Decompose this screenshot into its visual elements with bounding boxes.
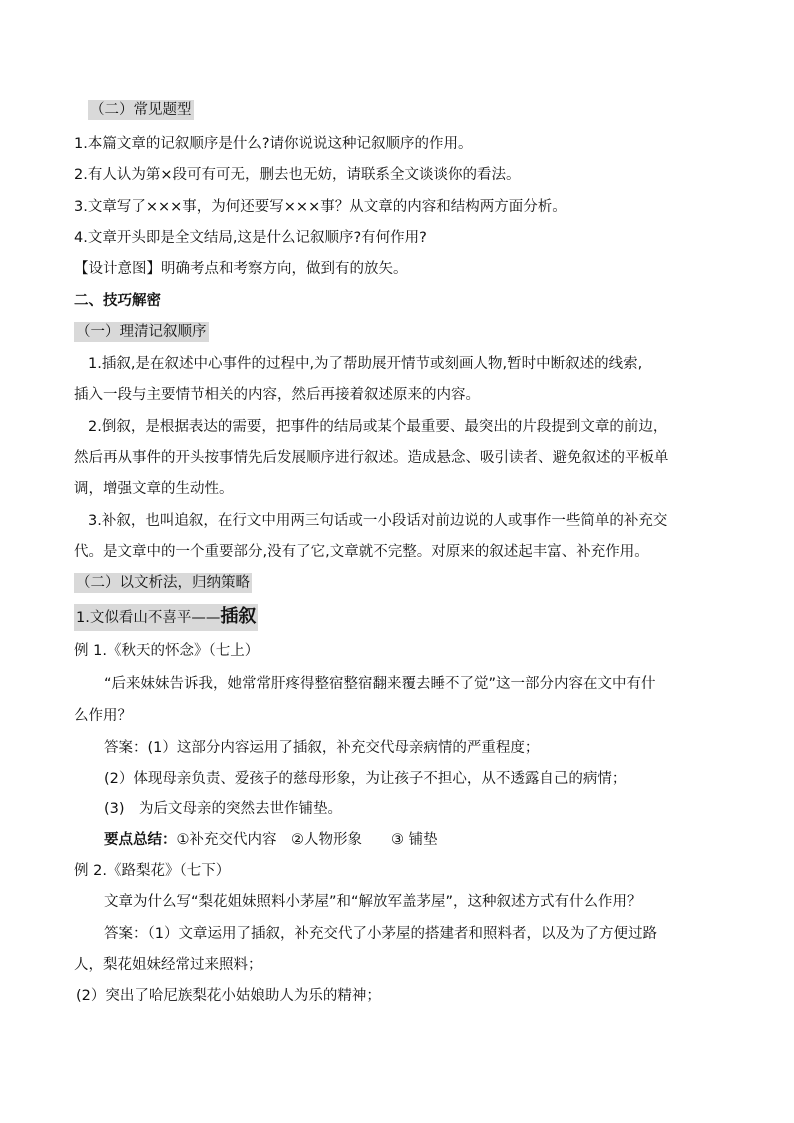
flashback-insert-line2: 插入一段与主要情节相关的内容，然后再接着叙述原来的内容。 bbox=[74, 387, 480, 403]
question-1: 1.本篇文章的记叙顺序是什么?请你说说这种记叙顺序的作用。 bbox=[74, 136, 473, 152]
example-2-title: 例 2.《路梨花》（七下） bbox=[74, 863, 231, 879]
supplementary-line1: 3.补叙，也叫追叙，在行文中用两三句话或一小段话对前边说的人或事作一些简单的补充交 bbox=[88, 513, 668, 529]
section-heading-shaded: （二）常见题型 bbox=[90, 102, 192, 118]
question-2: 2.有人认为第×段可有可无，删去也无妨，请联系全文谈谈你的看法。 bbox=[74, 167, 521, 183]
example-2-answer-1-line1: 答案：（1）文章运用了插叙，补充交代了小茅屋的搭建者和照料者，以及为了方便过路 bbox=[104, 926, 657, 942]
example-1-answer-2: (2）体现母亲负责、爱孩子的慈母形象，为让孩子不担心，从不透露自己的病情； bbox=[104, 771, 627, 787]
section-heading-skills: 二、技巧解密 bbox=[74, 293, 161, 309]
design-intent-text: 明确考点和考察方向，做到有的放矢。 bbox=[161, 261, 408, 277]
example-1-question-line1: “后来妹妹告诉我，她常常肝疼得整宿整宿翻来覆去睡不了觉”这一部分内容在文中有什 bbox=[104, 676, 656, 692]
example-1-answer-3: (3) 为后文母亲的突然去世作铺垫。 bbox=[104, 801, 343, 817]
reverse-order-line3: 调，增强文章的生动性。 bbox=[74, 481, 234, 497]
method-heading-key: 插叙 bbox=[220, 606, 257, 627]
example-1-summary-text: ①补充交代内容 ②人物形象 ③ 铺垫 bbox=[176, 832, 438, 848]
question-3: 3.文章写了×××事，为何还要写×××事？从文章的内容和结构两方面分析。 bbox=[74, 199, 567, 215]
method-heading bbox=[74, 604, 764, 631]
design-intent-label: 【设计意图】 bbox=[74, 261, 161, 277]
method-heading-prefix: 1.文似看山不喜平—— bbox=[76, 610, 221, 626]
example-1-summary bbox=[104, 830, 794, 850]
question-4: 4.文章开头即是全文结局,这是什么记叙顺序?有何作用? bbox=[74, 230, 427, 246]
subheading-narrative-order-text: （一）理清记叙顺序 bbox=[76, 324, 207, 340]
reverse-order-line2: 然后再从事件的开头按事情先后发展顺序进行叙述。造成悬念、吸引读者、避免叙述的平板单 bbox=[74, 450, 669, 466]
method-heading-shaded bbox=[74, 604, 258, 631]
subheading-narrative-order bbox=[74, 322, 764, 342]
example-2-answer-2: (2）突出了哈尼族梨花小姑娘助人为乐的精神； bbox=[76, 988, 381, 1004]
flashback-insert-line1: 1.插叙,是在叙述中心事件的过程中,为了帮助展开情节或刻画人物,暂时中断叙述的线索, bbox=[88, 356, 643, 372]
example-1-answer-1: 答案：(1）这部分内容运用了插叙，补充交代母亲病情的严重程度； bbox=[104, 740, 540, 756]
design-intent bbox=[74, 259, 764, 279]
example-1-question-line2: 么作用？ bbox=[74, 708, 132, 724]
subheading-strategy bbox=[74, 573, 764, 593]
subheading-strategy-text: （二）以文析法，归纳策略 bbox=[76, 575, 250, 591]
supplementary-line2: 代。是文章中的一个重要部分,没有了它,文章就不完整。对原来的叙述起丰富、补充作用。 bbox=[74, 544, 649, 560]
example-1-summary-label: 要点总结： bbox=[104, 832, 177, 848]
reverse-order-line1: 2.倒叙，是根据表达的需要，把事件的结局或某个最重要、最突出的片段提到文章的前边， bbox=[88, 419, 668, 435]
example-2-question: 文章为什么写“梨花姐妹照料小茅屋”和“解放军盖茅屋”，这种叙述方式有什么作用？ bbox=[104, 894, 642, 910]
example-2-answer-1-line2: 人，梨花姐妹经常过来照料； bbox=[74, 957, 263, 973]
section-heading-common-types bbox=[88, 100, 778, 120]
example-1-title: 例 1.《秋天的怀念》（七上） bbox=[74, 643, 260, 659]
